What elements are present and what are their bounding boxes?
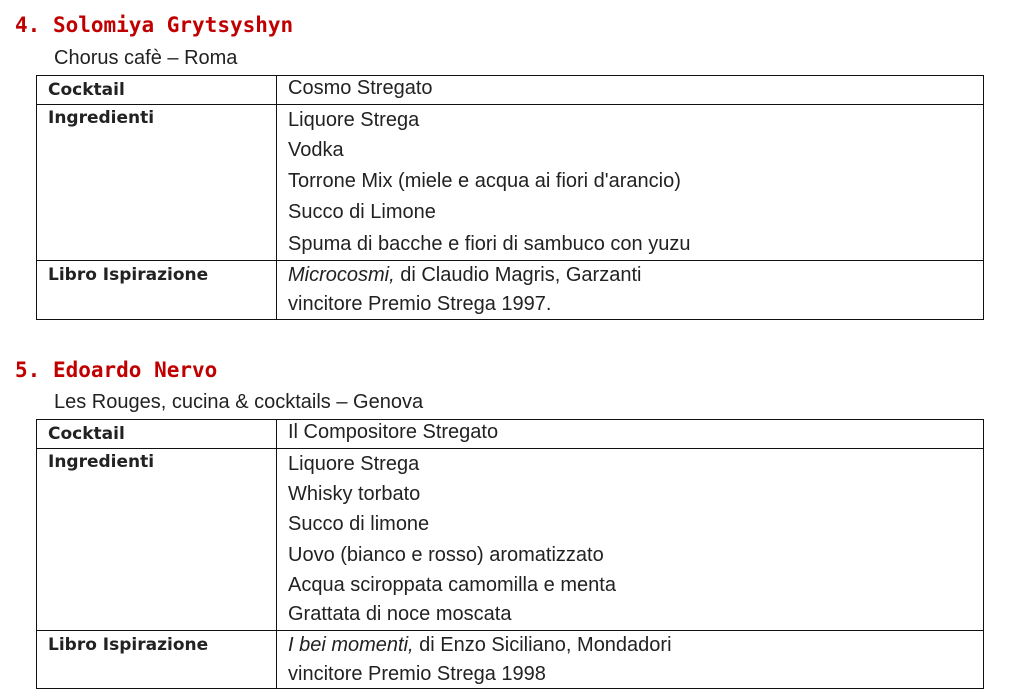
entry-number: 5. [15, 358, 41, 382]
book-award: vincitore Premio Strega 1998 [288, 663, 546, 685]
book-award: vincitore Premio Strega 1997. [288, 293, 552, 315]
ingredients-list [277, 449, 984, 631]
ingredient-item: Whisky torbato [288, 483, 421, 505]
entry-number: 4. [15, 13, 41, 37]
book-label: Libro Ispirazione [37, 631, 277, 689]
book-author: di Claudio Magris, Garzanti [394, 264, 642, 286]
bartender-name: Solomiya Grytsyshyn [52, 13, 294, 37]
book-line [288, 261, 983, 290]
ingredients-row [37, 449, 984, 631]
book-label: Libro Ispirazione [37, 261, 277, 320]
cocktail-label: Cocktail [37, 76, 277, 105]
entry-title [15, 12, 293, 38]
cocktail-name: Il Compositore Stregato [277, 420, 984, 449]
ingredient-item: Acqua sciroppata camomilla e menta [288, 574, 616, 596]
venue: Les Rouges, cucina & cocktails – Genova [54, 391, 424, 413]
cocktail-label: Cocktail [37, 420, 277, 449]
ingredient-item: Succo di limone [288, 513, 430, 535]
ingredient-item: Succo di Limone [288, 201, 436, 223]
venue: Chorus cafè – Roma [54, 47, 238, 69]
cocktail-row [37, 76, 984, 105]
recipe-table [36, 75, 984, 320]
book-title: I bei momenti, [288, 634, 414, 656]
ingredients-list [277, 105, 984, 261]
ingredient-item: Torrone Mix (miele e acqua ai fiori d'arancio) [288, 170, 681, 192]
ingredients-row [37, 105, 984, 261]
ingredient-item: Grattata di noce moscata [288, 603, 512, 625]
book-title: Microcosmi, [288, 264, 395, 286]
book-info [277, 631, 984, 689]
book-row [37, 261, 984, 320]
cocktail-name: Cosmo Stregato [277, 76, 984, 105]
book-line [288, 631, 983, 660]
ingredient-item: Liquore Strega [288, 109, 420, 131]
ingredients-label: Ingredienti [37, 105, 277, 261]
ingredient-item: Spuma di bacche e fiori di sambuco con yuzu [288, 233, 691, 255]
ingredients-label: Ingredienti [37, 449, 277, 631]
bartender-name: Edoardo Nervo [52, 358, 218, 382]
entry-title [15, 357, 217, 383]
book-row [37, 631, 984, 689]
book-info [277, 261, 984, 320]
ingredient-item: Liquore Strega [288, 453, 420, 475]
ingredient-item: Uovo (bianco e rosso) aromatizzato [288, 544, 604, 566]
cocktail-row [37, 420, 984, 449]
book-author: di Enzo Siciliano, Mondadori [413, 634, 672, 656]
recipe-table [36, 419, 984, 689]
ingredient-item: Vodka [288, 139, 344, 161]
